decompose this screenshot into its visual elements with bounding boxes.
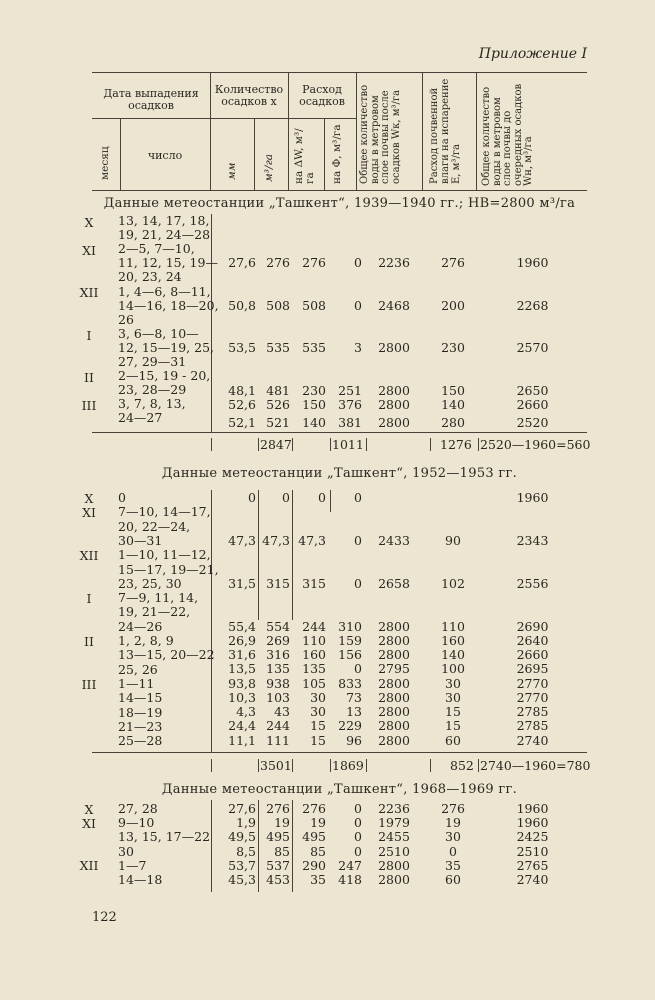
- day-cell: 25, 26: [118, 661, 158, 677]
- table-cell-wn: 2556: [516, 576, 549, 591]
- table-cell-ev: 200: [441, 298, 465, 313]
- table-cell-m3: 0: [282, 490, 290, 505]
- table-cell-dw: 15: [310, 718, 326, 733]
- s1-total-wn: 2520—1960=560: [480, 437, 591, 452]
- table-cell-ev: 60: [445, 872, 461, 887]
- table-cell-wn: 2570: [516, 340, 549, 355]
- day-cell: 13—15, 20—22: [118, 647, 215, 663]
- table-cell-m3: 481: [266, 383, 290, 398]
- table-cell-phi: 3: [354, 340, 362, 355]
- table-cell-wk: 2800: [378, 647, 410, 662]
- table-cell-ev: 90: [445, 533, 461, 548]
- col-month-header: месяц: [99, 146, 111, 180]
- col-m3ha-header: м³/га: [263, 153, 275, 182]
- day-cell: 24—26: [118, 618, 163, 634]
- table-cell-ev: 280: [441, 415, 465, 430]
- day-cell: 30: [118, 843, 134, 859]
- col-evap-header: Расход почвенной влаги на испарение E, м³/га: [429, 78, 462, 184]
- table-cell-wk: 2510: [378, 844, 410, 859]
- day-cell: 23, 28—29: [118, 382, 187, 398]
- table-cell-ev: 140: [441, 647, 465, 662]
- table-cell-ev: 276: [441, 255, 465, 270]
- table-cell-mm: 31,5: [228, 576, 256, 591]
- table-cell-m3: 537: [266, 858, 290, 873]
- table-cell-mm: 49,5: [228, 829, 256, 844]
- table-cell-dw: 30: [310, 704, 326, 719]
- day-cell: 19, 21, 24—28: [118, 227, 211, 243]
- day-cell: 1—10, 11—12,: [118, 547, 211, 563]
- table-cell-dw: 105: [302, 676, 326, 691]
- table-cell-dw: 135: [302, 661, 326, 676]
- table-cell-wk: 2800: [378, 383, 410, 398]
- table-cell-mm: 26,9: [228, 633, 256, 648]
- table-cell-m3: 554: [266, 619, 290, 634]
- table-cell-wk: 2433: [378, 533, 410, 548]
- col-dw-header: на ΔW, м³/га: [293, 128, 316, 184]
- table-cell-ev: 30: [445, 690, 461, 705]
- table-cell-ev: 276: [441, 801, 465, 816]
- table-cell-wn: 2660: [516, 647, 549, 662]
- s2-total-evap: 852: [450, 758, 474, 773]
- table-cell-ev: 15: [445, 704, 461, 719]
- day-cell: 3, 7, 8, 13,: [118, 396, 186, 412]
- table-cell-dw: 495: [302, 829, 326, 844]
- col-phi-header: на Ф, м³/га: [331, 124, 343, 184]
- table-cell-wn: 1960: [516, 801, 549, 816]
- table-cell-ev: 60: [445, 733, 461, 748]
- table-cell-mm: 52,6: [228, 397, 256, 412]
- table-cell-wn: 2770: [516, 676, 549, 691]
- table-cell-wn: 2770: [516, 690, 549, 705]
- table-cell-ev: 19: [445, 815, 461, 830]
- table-cell-dw: 244: [302, 619, 326, 634]
- table-cell-wk: 2800: [378, 415, 410, 430]
- table-cell-m3: 276: [266, 801, 290, 816]
- col-day-header: число: [147, 149, 183, 162]
- day-cell: 13, 14, 17, 18,: [118, 213, 210, 228]
- table-cell-phi: 0: [354, 533, 362, 548]
- section-1-title: Данные метеостанции „Ташкент“, 1939—1940 гг.; НВ=2800 м³/га: [103, 196, 576, 211]
- page-number: 122: [92, 910, 117, 925]
- table-cell-wn: 2640: [516, 633, 549, 648]
- table-cell-wn: 2425: [516, 829, 549, 844]
- table-cell-phi: 13: [346, 704, 362, 719]
- day-cell: 27, 28: [118, 801, 158, 816]
- table-cell-m3: 508: [266, 298, 290, 313]
- table-cell-phi: 0: [354, 801, 362, 816]
- table-cell-wk: 2800: [378, 704, 410, 719]
- day-cell: 7—9, 11, 14,: [118, 590, 199, 606]
- table-cell-wk: 2800: [378, 858, 410, 873]
- table-cell-mm: 50,8: [228, 298, 256, 313]
- s2-month: III: [81, 677, 97, 692]
- table-cell-dw: 85: [310, 844, 326, 859]
- col-mm-header: мм: [226, 162, 238, 180]
- table-cell-mm: 48,1: [228, 383, 256, 398]
- table-cell-ev: 15: [445, 718, 461, 733]
- table-cell-wk: 2800: [378, 676, 410, 691]
- table-cell-dw: 276: [302, 255, 326, 270]
- table-cell-dw: 0: [318, 490, 326, 505]
- table-cell-ev: 102: [441, 576, 465, 591]
- table-cell-wn: 2650: [516, 383, 549, 398]
- table-cell-wn: 2695: [516, 661, 549, 676]
- table-cell-dw: 35: [310, 872, 326, 887]
- day-cell: 23, 25, 30: [118, 575, 182, 591]
- table-cell-mm: 27,6: [228, 255, 256, 270]
- day-cell: 9—10: [118, 815, 155, 831]
- s3-month: XII: [79, 858, 99, 873]
- table-cell-m3: 315: [266, 576, 290, 591]
- table-cell-mm: 27,6: [228, 801, 256, 816]
- table-cell-dw: 276: [302, 801, 326, 816]
- s1-month: II: [84, 370, 94, 385]
- day-cell: 2—15, 19 - 20,: [118, 368, 211, 384]
- table-cell-phi: 73: [346, 690, 362, 705]
- s2-total-phi: 1869: [332, 758, 364, 773]
- col-date-header: Дата выпадения осадков: [103, 87, 199, 112]
- day-cell: 30—31: [118, 532, 163, 548]
- table-cell-wk: 2800: [378, 619, 410, 634]
- table-cell-wn: 2520: [516, 415, 549, 430]
- table-cell-phi: 381: [338, 415, 362, 430]
- table-cell-mm: 4,3: [236, 704, 256, 719]
- s2-total-m3ha: 3501: [260, 758, 292, 773]
- table-cell-wn: 2510: [516, 844, 549, 859]
- s2-month: XII: [79, 548, 99, 563]
- table-cell-wk: 1979: [378, 815, 410, 830]
- table-cell-wk: 2455: [378, 829, 410, 844]
- table-cell-phi: 310: [338, 619, 362, 634]
- table-cell-ev: 30: [445, 676, 461, 691]
- table-cell-dw: 140: [302, 415, 326, 430]
- table-cell-mm: 55,4: [228, 619, 256, 634]
- table-cell-dw: 315: [302, 576, 326, 591]
- table-cell-wk: 2800: [378, 340, 410, 355]
- table-cell-wn: 1960: [516, 255, 549, 270]
- table-cell-phi: 229: [338, 718, 362, 733]
- table-cell-phi: 0: [354, 829, 362, 844]
- table-cell-wn: 1960: [516, 490, 549, 505]
- s2-total-wn: 2740—1960=780: [480, 758, 591, 773]
- s1-month: I: [86, 328, 92, 343]
- table-cell-m3: 276: [266, 255, 290, 270]
- table-cell-phi: 0: [354, 490, 362, 505]
- table-cell-m3: 19: [274, 815, 290, 830]
- table-cell-wn: 2268: [516, 298, 549, 313]
- table-cell-ev: 230: [441, 340, 465, 355]
- table-cell-phi: 0: [354, 661, 362, 676]
- section-2-title: Данные метеостанции „Ташкент“, 1952—1953 гг.: [161, 466, 518, 481]
- table-cell-phi: 833: [338, 676, 362, 691]
- day-cell: 18—19: [118, 704, 163, 720]
- s1-total-phi: 1011: [332, 437, 364, 452]
- day-cell: 2—5, 7—10,: [118, 241, 195, 257]
- table-cell-phi: 418: [338, 872, 362, 887]
- table-cell-phi: 0: [354, 255, 362, 270]
- table-cell-wn: 2660: [516, 397, 549, 412]
- day-cell: 1, 4—6, 8—11,: [118, 283, 211, 299]
- table-cell-m3: 111: [266, 733, 290, 748]
- table-cell-wk: 2800: [378, 718, 410, 733]
- s1-month: X: [84, 215, 94, 230]
- day-cell: 3, 6—8, 10—: [118, 325, 199, 341]
- table-cell-wk: 2800: [378, 872, 410, 887]
- day-cell: 14—18: [118, 872, 163, 887]
- table-cell-dw: 508: [302, 298, 326, 313]
- table-cell-dw: 110: [302, 633, 326, 648]
- table-cell-ev: 100: [441, 661, 465, 676]
- day-cell: 20, 22—24,: [118, 518, 191, 534]
- col-flow-header: Расход осадков: [299, 83, 345, 108]
- table-cell-m3: 103: [266, 690, 290, 705]
- table-cell-m3: 521: [266, 415, 290, 430]
- table-cell-wn: 1960: [516, 815, 549, 830]
- appendix-label: Приложение I: [478, 46, 587, 62]
- table-cell-wk: 2795: [378, 661, 410, 676]
- col-wk-header: Общее количество воды в метровом слое почвы после осадков Wк, м³/га: [359, 84, 402, 184]
- table-cell-dw: 19: [310, 815, 326, 830]
- day-cell: 27, 29—31: [118, 354, 187, 369]
- section-3-title: Данные метеостанции „Ташкент“, 1968—1969 гг.: [161, 782, 518, 797]
- table-cell-mm: 93,8: [228, 676, 256, 691]
- s3-month: XI: [82, 816, 96, 831]
- s3-month: X: [84, 802, 94, 817]
- table-cell-mm: 53,5: [228, 340, 256, 355]
- table-cell-mm: 1,9: [236, 815, 256, 830]
- day-cell: 1—7: [118, 857, 147, 873]
- table-cell-phi: 0: [354, 576, 362, 591]
- s1-total-evap: 1276: [440, 437, 472, 452]
- table-cell-mm: 45,3: [228, 872, 256, 887]
- table-cell-m3: 316: [266, 647, 290, 662]
- table-cell-phi: 0: [354, 815, 362, 830]
- table-cell-dw: 230: [302, 383, 326, 398]
- table-cell-wn: 2785: [516, 704, 549, 719]
- table-cell-m3: 47,3: [262, 533, 290, 548]
- day-cell: 25—28: [118, 733, 163, 749]
- table-cell-m3: 453: [266, 872, 290, 887]
- table-cell-phi: 96: [346, 733, 362, 748]
- table-cell-wn: 2740: [516, 872, 549, 887]
- s1-month: III: [81, 398, 97, 413]
- table-cell-ev: 110: [441, 619, 465, 634]
- table-cell-phi: 251: [338, 383, 362, 398]
- day-cell: 14—15: [118, 690, 163, 706]
- table-cell-ev: 140: [441, 397, 465, 412]
- s2-month: I: [86, 591, 92, 606]
- day-cell: 15—17, 19—21,: [118, 561, 219, 577]
- day-cell: 11, 12, 15, 19—: [118, 255, 218, 271]
- day-cell: 26: [118, 311, 134, 327]
- day-cell: 14—16, 18—20,: [118, 297, 219, 313]
- table-cell-m3: 495: [266, 829, 290, 844]
- s2-month: X: [84, 491, 94, 506]
- table-cell-ev: 160: [441, 633, 465, 648]
- table-cell-ev: 35: [445, 858, 461, 873]
- table-cell-mm: 53,7: [228, 858, 256, 873]
- table-cell-m3: 135: [266, 661, 290, 676]
- s2-month: XI: [82, 505, 96, 520]
- table-cell-wk: 2658: [378, 576, 410, 591]
- table-cell-m3: 535: [266, 340, 290, 355]
- table-cell-phi: 159: [338, 633, 362, 648]
- s1-total-m3ha: 2847: [260, 437, 292, 452]
- table-cell-mm: 24,4: [228, 718, 256, 733]
- table-cell-ev: 0: [449, 844, 457, 859]
- table-cell-m3: 85: [274, 844, 290, 859]
- table-cell-dw: 535: [302, 340, 326, 355]
- s2-month: II: [84, 634, 94, 649]
- day-cell: 20, 23, 24: [118, 269, 182, 285]
- table-cell-m3: 269: [266, 633, 290, 648]
- table-cell-dw: 150: [302, 397, 326, 412]
- table-cell-dw: 290: [302, 858, 326, 873]
- table-cell-wn: 2785: [516, 718, 549, 733]
- table-cell-mm: 11,1: [228, 733, 256, 748]
- table-cell-dw: 160: [302, 647, 326, 662]
- table-cell-mm: 47,3: [228, 533, 256, 548]
- day-cell: 24—27: [118, 410, 163, 426]
- day-cell: 0: [118, 490, 126, 505]
- s1-month: XI: [82, 243, 96, 258]
- table-cell-ev: 30: [445, 829, 461, 844]
- table-cell-dw: 30: [310, 690, 326, 705]
- table-cell-phi: 0: [354, 298, 362, 313]
- day-cell: 1—11: [118, 675, 155, 691]
- day-cell: 21—23: [118, 718, 163, 734]
- table-cell-m3: 244: [266, 718, 290, 733]
- table-cell-phi: 247: [338, 858, 362, 873]
- table-header: [92, 72, 587, 191]
- table-cell-dw: 15: [310, 733, 326, 748]
- table-cell-mm: 10,3: [228, 690, 256, 705]
- table-cell-wk: 2800: [378, 397, 410, 412]
- table-cell-phi: 0: [354, 844, 362, 859]
- table-cell-mm: 13,5: [228, 661, 256, 676]
- table-cell-wn: 2690: [516, 619, 549, 634]
- col-precip-header: Количество осадков x: [214, 83, 284, 108]
- table-cell-phi: 376: [338, 397, 362, 412]
- table-cell-mm: 8,5: [236, 844, 256, 859]
- day-cell: 19, 21—22,: [118, 604, 191, 620]
- table-cell-wk: 2236: [378, 255, 410, 270]
- table-cell-dw: 47,3: [298, 533, 326, 548]
- day-cell: 12, 15—19, 25,: [118, 339, 214, 355]
- table-cell-wk: 2236: [378, 801, 410, 816]
- day-cell: 13, 15, 17—22: [118, 829, 211, 845]
- table-cell-ev: 150: [441, 383, 465, 398]
- table-cell-mm: 0: [248, 490, 256, 505]
- table-cell-m3: 526: [266, 397, 290, 412]
- table-cell-m3: 938: [266, 676, 290, 691]
- col-wn-header: Общее количество воды в метровом слое почвы до очередных осадков Wн, м³/га: [481, 83, 534, 186]
- day-cell: 7—10, 14—17,: [118, 504, 211, 520]
- table-cell-mm: 52,1: [228, 415, 256, 430]
- table-cell-wn: 2343: [516, 533, 549, 548]
- table-cell-wn: 2765: [516, 858, 549, 873]
- table-cell-wk: 2800: [378, 633, 410, 648]
- table-cell-wk: 2800: [378, 733, 410, 748]
- table-cell-mm: 31,6: [228, 647, 256, 662]
- table-cell-wn: 2740: [516, 733, 549, 748]
- table-cell-m3: 43: [274, 704, 290, 719]
- table-cell-wk: 2800: [378, 690, 410, 705]
- day-cell: 1, 2, 8, 9: [118, 633, 174, 648]
- table-cell-phi: 156: [338, 647, 362, 662]
- s1-month: XII: [79, 285, 99, 300]
- table-cell-wk: 2468: [378, 298, 410, 313]
